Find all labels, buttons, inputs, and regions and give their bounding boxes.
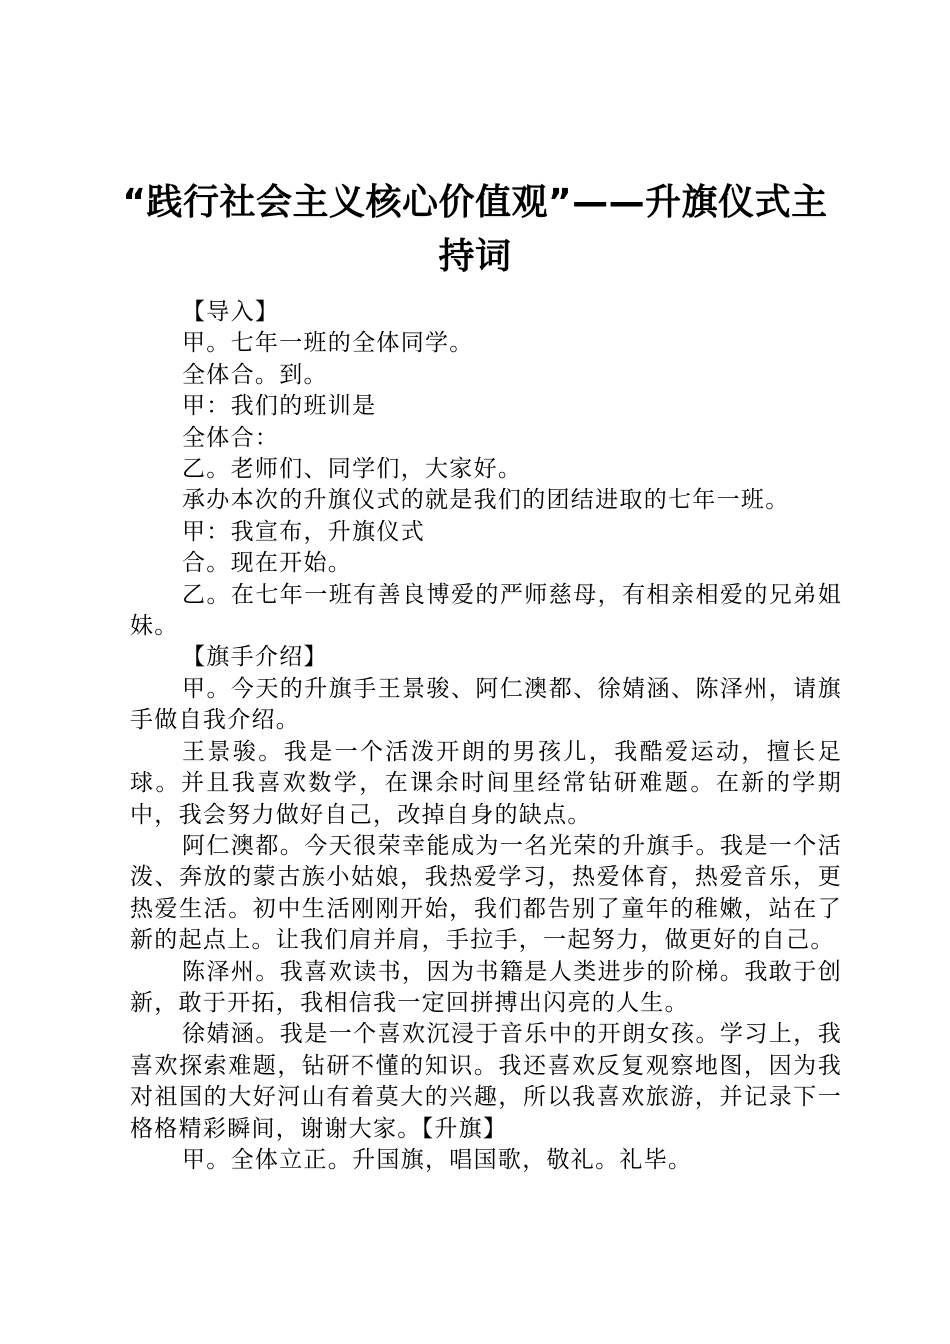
- paragraph: 徐婧涵。我是一个喜欢沉浸于音乐中的开朗女孩。学习上，我喜欢探索难题，钻研不懂的知识。我还喜欢反复观察地图，因为我对祖国的大好河山有着莫大的兴趣，所以我喜欢旅游，并记录下一格格精彩瞬间，谢谢大家。【升旗】: [130, 1021, 842, 1142]
- document-body: [130, 297, 842, 1176]
- paragraph: 甲。今天的升旗手王景骏、阿仁澳都、徐婧涵、陈泽州，请旗手做自我介绍。: [130, 675, 842, 734]
- paragraph: 甲：我宣布，升旗仪式: [182, 518, 425, 545]
- paragraph: 全体合。到。: [182, 361, 328, 388]
- paragraph: 合。现在开始。: [182, 550, 353, 577]
- paragraph: 甲。全体立正。升国旗，唱国歌，敬礼。礼毕。: [182, 1146, 693, 1173]
- paragraph-intro-heading: 【导入】: [182, 299, 280, 325]
- paragraph: 阿仁澳都。今天很荣幸能成为一名光荣的升旗手。我是一个活泼、奔放的蒙古族小姑娘，我热爱学习，热爱体育，热爱音乐，更热爱生活。初中生活刚刚开始，我们都告别了童年的稚嫩，站在了新的起点上。让我们肩并肩，手拉手，一起努力，做更好的自己。: [130, 832, 842, 954]
- paragraph: 甲。七年一班的全体同学。: [182, 330, 474, 357]
- paragraph: 王景骏。我是一个活泼开朗的男孩儿，我酷爱运动，擅长足球。并且我喜欢数学，在课余时间里经常钻研难题。在新的学期中，我会努力做好自己，改掉自身的缺点。: [130, 738, 842, 828]
- paragraph: 乙。老师们、同学们，大家好。: [182, 456, 523, 483]
- paragraph: 承办本次的升旗仪式的就是我们的团结进取的七年一班。: [182, 487, 790, 514]
- paragraph: 乙。在七年一班有善良博爱的严师慈母，有相亲相爱的兄弟姐妹。: [130, 581, 842, 640]
- paragraph: 陈泽州。我喜欢读书，因为书籍是人类进步的阶梯。我敢于创新，敢于开拓，我相信我一定回拼搏出闪亮的人生。: [130, 958, 842, 1016]
- paragraph-flag-bearer-heading: 【旗手介绍】: [182, 644, 328, 671]
- document-title: “践行社会主义核心价值观”——升旗仪式主持词: [122, 182, 828, 277]
- paragraph: 全体合：: [182, 424, 280, 451]
- paragraph: 甲：我们的班训是: [182, 393, 377, 420]
